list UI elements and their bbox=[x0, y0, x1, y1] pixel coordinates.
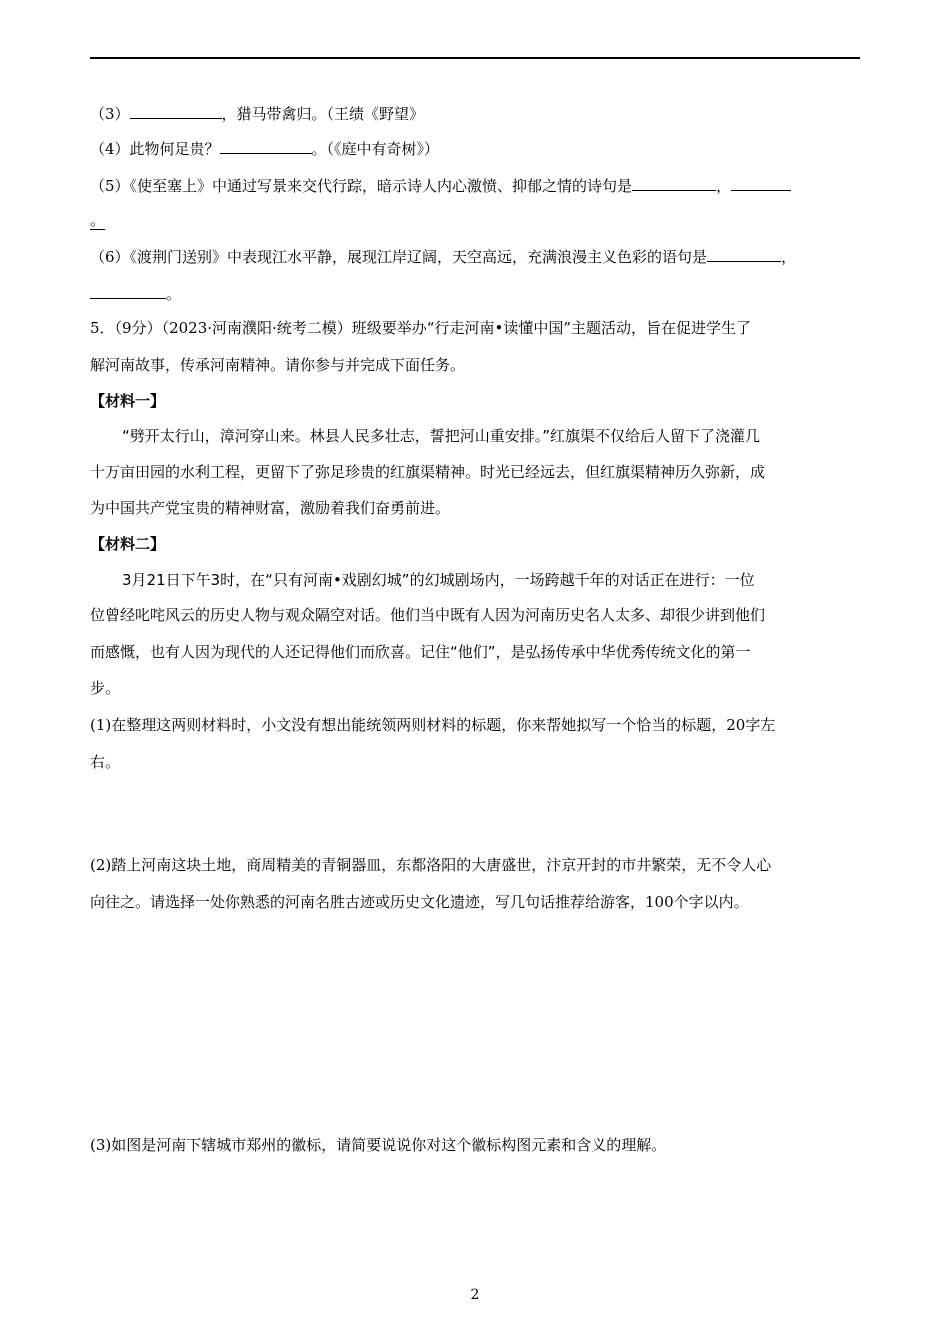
material2-line: 位曾经叱咤风云的历史人物与观众隔空对话。他们当中既有人因为河南历史名人太多、却很少讲到他们 bbox=[90, 606, 766, 624]
q4-item4-text: 。（《庭中有奇树》） bbox=[311, 140, 440, 158]
q5-header-line2: 解河南故事，传承河南精神。请你参与并完成下面任务。 bbox=[90, 356, 466, 374]
answer-blank[interactable] bbox=[220, 138, 312, 154]
sub-question-1: (1)在整理这两则材料时，小文没有想出能统领两则材料的标题，你来帮她拟写一个恰当的标题，20字左 bbox=[90, 716, 776, 734]
q5-header-line1: 5．（9分）（2023·河南濮阳·统考二模）班级要举办“行走河南•读懂中国”主题活动，旨在促进学生了 bbox=[90, 319, 751, 337]
answer-blank[interactable] bbox=[130, 103, 222, 119]
answer-blank[interactable] bbox=[90, 283, 166, 299]
q4-item4 bbox=[90, 138, 439, 159]
q4-item6 bbox=[90, 246, 796, 267]
answer-blank[interactable] bbox=[707, 246, 781, 262]
material1-line: 为中国共产党宝贵的精神财富，激励着我们奋勇前进。 bbox=[90, 499, 451, 517]
header-rule bbox=[90, 57, 860, 59]
q4-item5 bbox=[90, 175, 791, 196]
q4-item5-end bbox=[90, 210, 105, 230]
q4-item4-prefix: （4）此物何足贵？ bbox=[90, 140, 220, 158]
material1-title: 【材料一】 bbox=[90, 392, 166, 410]
q4-item6-text: （6）《渡荆门送别》中表现江水平静，展现江岸辽阔，天空高远，充满浪漫主义色彩的语句是 bbox=[90, 248, 708, 266]
q4-item6-end bbox=[90, 283, 181, 304]
answer-blank[interactable] bbox=[632, 175, 716, 191]
q4-item3-number: （3） bbox=[90, 105, 130, 123]
sub-question-2-cont: 向往之。请选择一处你熟悉的河南名胜古迹或历史文化遗迹，写几句话推荐给游客，100个字以内。 bbox=[90, 893, 749, 911]
q4-item5-period: 。 bbox=[90, 211, 106, 229]
q4-item6-period: 。 bbox=[166, 285, 182, 303]
material2-title: 【材料二】 bbox=[90, 535, 166, 553]
q4-item3-text: ，猎马带禽归。（王绩《野望》 bbox=[221, 105, 425, 123]
sub-question-2: (2)踏上河南这块土地，商周精美的青铜器皿，东都洛阳的大唐盛世，汴京开封的市井繁荣，无不令人心 bbox=[90, 856, 772, 874]
page-number: 2 bbox=[470, 1287, 480, 1303]
q4-item6-comma: ， bbox=[781, 248, 797, 266]
sub-question-1-cont: 右。 bbox=[90, 753, 121, 771]
material1-line: “劈开太行山，漳河穿山来。林县人民多壮志，誓把河山重安排。”红旗渠不仅给后人留下了浇灌几 bbox=[122, 427, 761, 445]
material2-line: 步。 bbox=[90, 679, 121, 697]
answer-blank[interactable] bbox=[731, 175, 791, 191]
q4-item5-text: （5）《使至塞上》中通过写景来交代行踪，暗示诗人内心激愤、抑郁之情的诗句是 bbox=[90, 177, 633, 195]
material1-line: 十万亩田园的水利工程，更留下了弥足珍贵的红旗渠精神。时光已经远去，但红旗渠精神历久弥新，成 bbox=[90, 463, 766, 481]
q4-item3 bbox=[90, 103, 424, 124]
sub-question-3: (3)如图是河南下辖城市郑州的徽标，请简要说说你对这个徽标构图元素和含义的理解。 bbox=[90, 1136, 667, 1154]
q4-item5-comma: ， bbox=[716, 177, 732, 195]
material2-line: 3月21日下午3时，在“只有河南•戏剧幻城”的幻城剧场内，一场跨越千年的对话正在进行：一位 bbox=[122, 571, 755, 589]
material2-line: 而感慨，也有人因为现代的人还记得他们而欣喜。记住“他们”，是弘扬传承中华优秀传统文化的第一 bbox=[90, 643, 751, 661]
